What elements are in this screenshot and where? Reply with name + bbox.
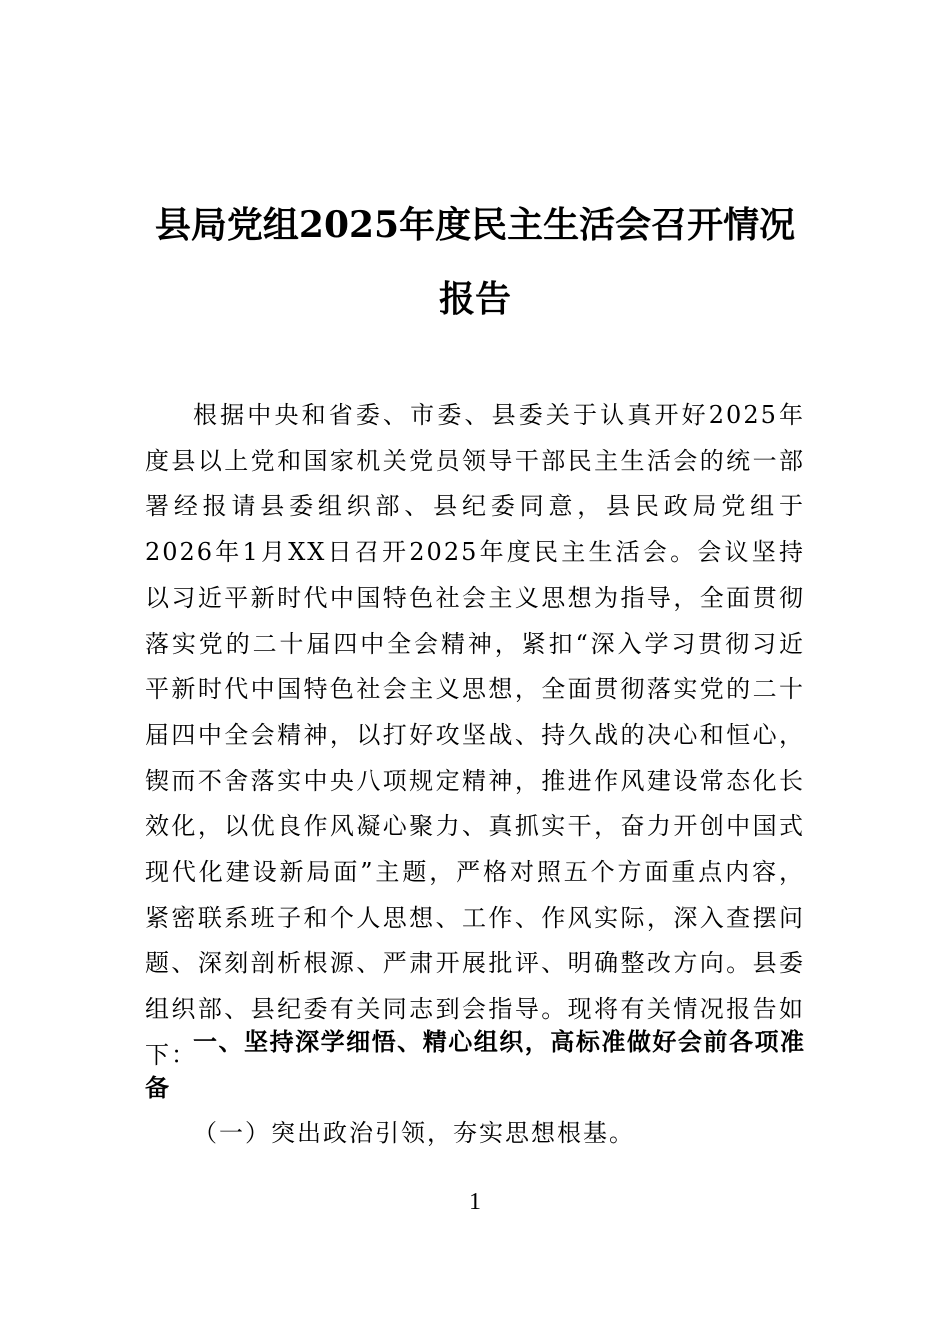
document-title: 县局党组2025年度民主生活会召开情况报告: [154, 204, 796, 320]
subsection-heading-1: （一）突出政治引领，夯实思想根基。: [193, 1119, 635, 1147]
section-heading-1: 一、坚持深学细悟、精心组织，高标准做好会前各项准备: [145, 1028, 805, 1102]
intro-paragraph: 根据中央和省委、市委、县委关于认真开好2025年度县以上党和国家机关党员领导干部民主生活会的统一部署经报请县委组织部、县纪委同意，县民政局党组于2026年1月XX日召开2025年度民主生活会。会议坚持以习近平新时代中国特色社会主义思想为指导，全面贯彻落实党的二十届四中全会精神，紧扣“深入学习贯彻习近平新时代中国特色社会主义思想，全面贯彻落实党的二十届四中全会精神，以打好攻坚战、持久战的决心和恒心，锲而不舍落实中央八项规定精神，推进作风建设常态化长效化，以优良作风凝心聚力、真抓实干，奋力开创中国式现代化建设新局面”主题，严格对照五个方面重点内容，紧密联系班子和个人思想、工作、作风实际，深入查摆问题、深刻剖析根源、严肃开展批评、明确整改方向。县委组织部、县纪委有关同志到会指导。现将有关情况报告如下：: [145, 401, 805, 1069]
page-number: 1: [469, 1189, 481, 1215]
